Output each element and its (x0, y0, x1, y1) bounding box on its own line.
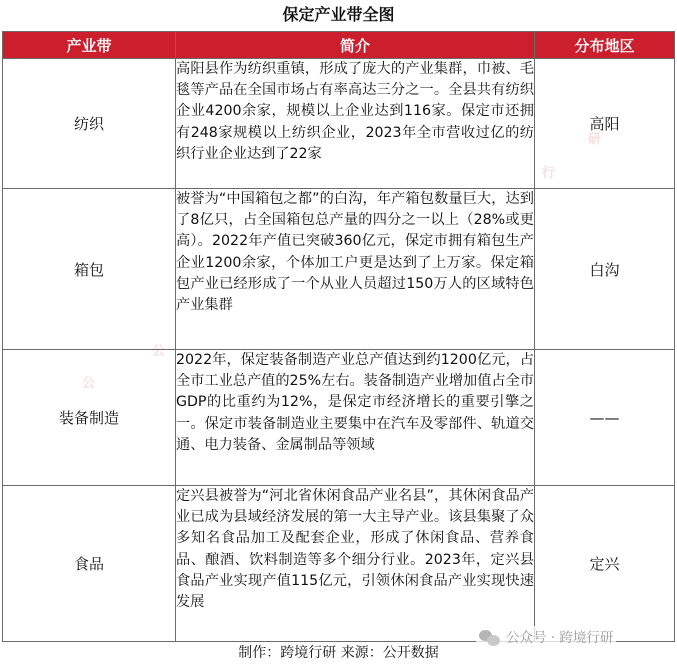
belt-cell: 食品 (3, 486, 176, 642)
header-intro: 简介 (176, 32, 535, 59)
region-cell: —— (535, 350, 675, 486)
region-cell: 高阳 (535, 59, 675, 189)
watermark-stamp: 公 (152, 344, 166, 359)
table-row (3, 350, 675, 486)
table-row (3, 486, 675, 642)
watermark-stamp: 公 (82, 376, 96, 391)
region-cell: 定兴 (535, 486, 675, 642)
belt-cell: 箱包 (3, 189, 176, 350)
account-watermark (476, 626, 616, 650)
belt-cell: 装备制造 (3, 350, 176, 486)
header-region: 分布地区 (535, 32, 675, 59)
table-header-row (3, 32, 675, 59)
intro-cell: 高阳县作为纺织重镇，形成了庞大的产业集群，巾被、毛毯等产品在全国市场占有率高达三分之一。全县共有纺织企业4200余家，规模以上企业达到116家。保定市还拥有248家规模以上纺织企业，2023年全市营收过亿的纺织行业企业达到了22家 (176, 59, 535, 189)
footer-credit: 制作：跨境行研 来源：公开数据 (238, 645, 439, 661)
wechat-icon (479, 629, 501, 647)
page-title: 保定产业带全图 (282, 5, 395, 24)
watermark-text: 公众号 · 跨境行研 (506, 630, 614, 646)
table-row (3, 189, 675, 350)
watermark-stamp: 行 (542, 166, 556, 181)
belt-cell: 纺织 (3, 59, 176, 189)
header-belt: 产业带 (3, 32, 176, 59)
region-cell: 白沟 (535, 189, 675, 350)
industry-belt-table (2, 31, 675, 642)
watermark-stamp: 研 (588, 132, 602, 147)
intro-cell: 定兴县被誉为“河北省休闲食品产业名县”，其休闲食品产业已成为县域经济发展的第一大主导产业。该县集聚了众多知名食品加工及配套企业，形成了休闲食品、营养食品、酿酒、饮料制造等多个细分行业。2023年，定兴县食品产业实现产值115亿元，引领休闲食品产业实现快速发展 (176, 486, 535, 642)
table-row (3, 59, 675, 189)
intro-cell: 2022年，保定装备制造产业总产值达到约1200亿元，占全市工业总产值的25%左右。装备制造产业增加值占全市GDP的比重约为12%，是保定市经济增长的重要引擎之一。保定市装备制造业主要集中在汽车及零部件、轨道交通、电力装备、金属制品等领域 (176, 350, 535, 486)
intro-cell: 被誉为“中国箱包之都”的白沟，年产箱包数量巨大，达到了8亿只，占全国箱包总产量的四分之一以上（28%或更高）。2022年产值已突破360亿元，保定市拥有箱包生产企业1200余家，个体加工户更是达到了上万家。保定箱包产业已经形成了一个从业人员超过150万人的区域特色产业集群 (176, 189, 535, 350)
